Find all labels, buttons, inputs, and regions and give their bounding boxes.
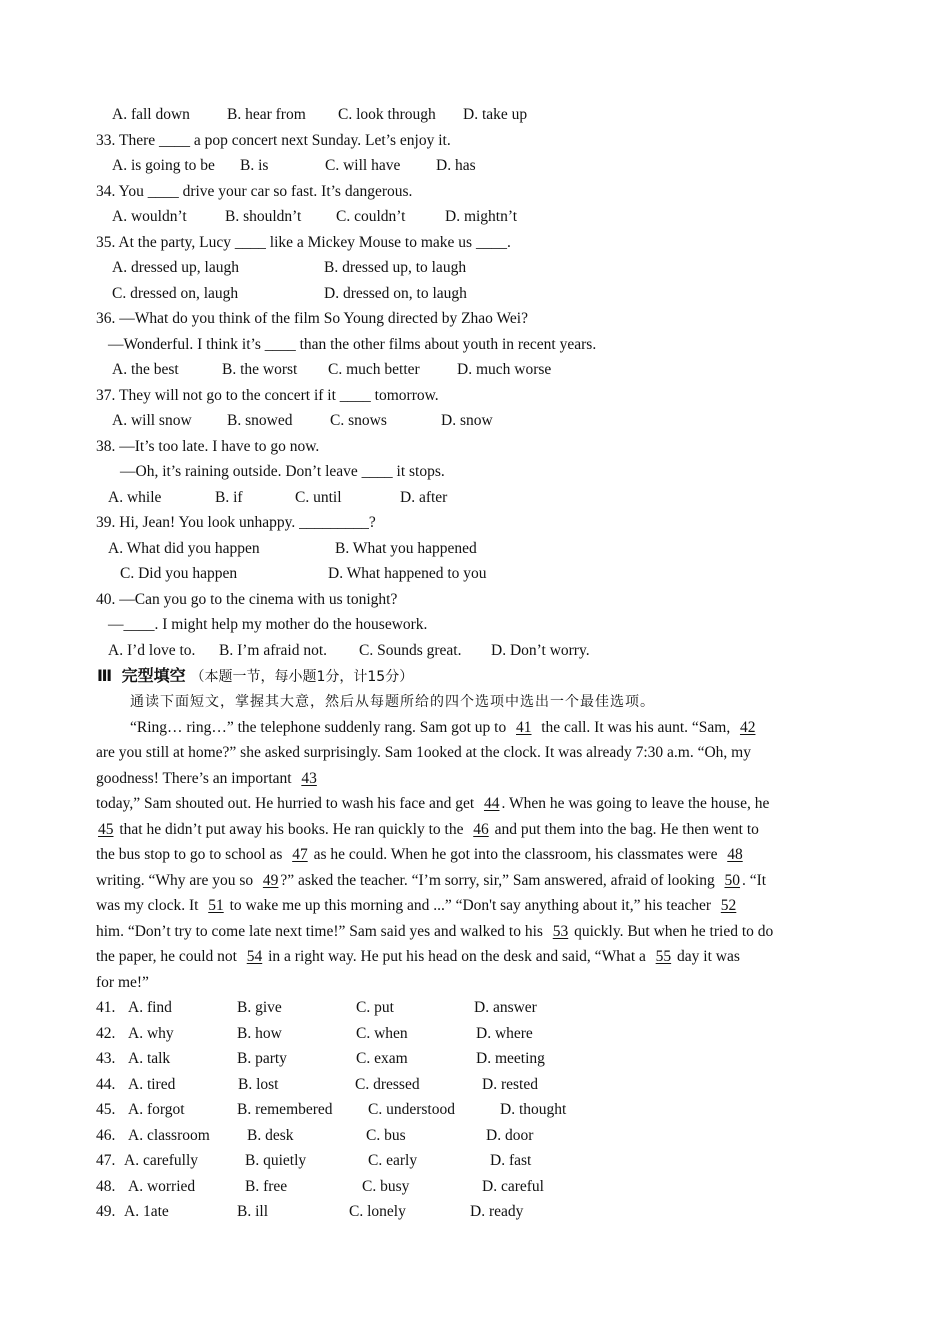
q35-option-a: A. dressed up, laugh: [112, 259, 239, 276]
cloze-option-b: B. give: [237, 999, 282, 1016]
q36-option-c: C. much better: [328, 361, 420, 378]
cloze-option-a: A. 1ate: [124, 1203, 169, 1220]
blank-55: 55: [655, 948, 672, 965]
cloze-question-number: 43.: [96, 1050, 116, 1067]
cloze-option-c: C. exam: [356, 1050, 408, 1067]
q34-option-a: A. wouldn’t: [112, 208, 187, 225]
cloze-question-number: 44.: [96, 1075, 116, 1093]
q35-stem: 35. At the party, Lucy ____ like a Mickey Mouse to make us ____.: [96, 234, 511, 251]
q33-option-c: C. will have: [325, 157, 401, 174]
passage-text: the call. It was his aunt. “Sam,: [541, 719, 731, 736]
passage-text: . When he was going to leave the house, he: [501, 795, 770, 812]
q37-option-b: B. snowed: [227, 412, 293, 429]
q39-option-b: B. What you happened: [335, 540, 477, 557]
passage-text: as he could. When he got into the classroom, his classmates were: [313, 846, 718, 863]
cloze-option-c: C. early: [368, 1152, 418, 1169]
q35-option-c: C. dressed on, laugh: [112, 285, 239, 302]
cloze-option-b: B. how: [237, 1024, 282, 1042]
cloze-option-c: C. lonely: [349, 1203, 406, 1220]
passage-line-6: [96, 845, 745, 865]
q40-option-c: C. Sounds great.: [359, 642, 462, 659]
q35-option-b: B. dressed up, to laugh: [324, 259, 467, 276]
cloze-question-number: 47.: [96, 1152, 116, 1169]
cloze-option-d: D. where: [476, 1024, 533, 1042]
q35-option-d: D. dressed on, to laugh: [324, 285, 467, 302]
passage-line-10: [96, 947, 740, 967]
passage-line-3: [96, 769, 319, 789]
passage-line-7: [96, 871, 766, 891]
q40-option-b: B. I’m afraid not.: [219, 642, 328, 659]
q39-stem: 39. Hi, Jean! You look unhappy. _________?: [96, 514, 376, 531]
cloze-option-d: D. answer: [474, 999, 537, 1016]
cloze-option-b: B. ill: [237, 1203, 269, 1220]
passage-text: . “It: [741, 872, 767, 889]
passage-text: in a right way. He put his head on the desk and said, “What a: [268, 948, 646, 965]
q38-stem-reply: —Oh, it’s raining outside. Don’t leave ____ it stops.: [120, 463, 445, 480]
section-3-numeral: Ⅲ: [97, 666, 113, 685]
q40-stem-reply: —____. I might help my mother do the housework.: [108, 616, 428, 633]
q38-option-d: D. after: [400, 489, 448, 506]
q36-option-d: D. much worse: [457, 361, 552, 378]
cloze-option-c: C. dressed: [355, 1075, 420, 1093]
passage-line-5: [96, 820, 759, 840]
passage-text: quickly. But when he tried to do: [574, 923, 774, 940]
q33-option-b: B. is: [240, 157, 269, 174]
q32-option-a: A. fall down: [112, 106, 190, 123]
q32-option-c: C. look through: [338, 106, 436, 123]
section-3-title: 完型填空: [121, 666, 186, 685]
q36-option-a: A. the best: [112, 361, 179, 378]
blank-43: 43: [301, 770, 317, 787]
cloze-question-number: 42.: [96, 1024, 116, 1042]
q39-option-c: C. Did you happen: [120, 565, 238, 582]
blank-52: 52: [720, 897, 737, 914]
blank-49: 49: [262, 872, 279, 889]
q34-stem: 34. You ____ drive your car so fast. It’s dangerous.: [96, 183, 413, 200]
cloze-option-a: A. worried: [128, 1177, 196, 1195]
blank-51: 51: [208, 897, 224, 914]
cloze-option-b: B. free: [245, 1177, 288, 1195]
cloze-option-d: D. ready: [470, 1203, 524, 1220]
passage-text: the paper, he could not: [96, 948, 237, 965]
cloze-option-a: A. talk: [128, 1050, 171, 1067]
cloze-option-c: C. when: [356, 1024, 408, 1042]
blank-44: 44: [483, 795, 500, 812]
blank-46: 46: [473, 821, 489, 838]
q32-option-b: B. hear from: [227, 106, 306, 123]
blank-54: 54: [246, 948, 263, 965]
q36-option-b: B. the worst: [222, 361, 298, 378]
blank-45: 45: [98, 821, 114, 838]
passage-text: the bus stop to go to school as: [96, 846, 283, 863]
passage-text: writing. “Why are you so: [96, 872, 254, 889]
passage-text: day it was: [677, 948, 740, 965]
passage-line-2: are you still at home?” she asked surprisingly. Sam 1ooked at the clock. It was already 7:30 a.m. “Oh, my: [96, 744, 751, 761]
section-3-note: （本题一节，每小题1分，计15分）: [190, 669, 414, 685]
passage-line-11: for me!”: [96, 974, 149, 991]
q40-option-d: D. Don’t worry.: [491, 642, 590, 659]
blank-50: 50: [724, 872, 740, 889]
cloze-option-b: B. lost: [238, 1075, 279, 1093]
passage-text: and put them into the bag. He then went to: [494, 821, 759, 838]
passage-line-9: [96, 922, 773, 942]
passage-text: “Ring… ring…” the telephone suddenly rang. Sam got up to: [130, 719, 507, 736]
q37-stem: 37. They will not go to the concert if it ____ tomorrow.: [96, 387, 439, 404]
cloze-option-d: D. rested: [482, 1075, 538, 1093]
cloze-option-b: B. remembered: [237, 1101, 333, 1118]
cloze-option-c: C. busy: [362, 1177, 410, 1195]
q36-stem-reply: —Wonderful. I think it’s ____ than the other films about youth in recent years.: [108, 336, 597, 353]
q33-option-a: A. is going to be: [112, 157, 215, 174]
cloze-option-b: B. quietly: [245, 1152, 307, 1169]
cloze-option-d: D. door: [486, 1126, 534, 1144]
cloze-option-c: C. put: [356, 999, 394, 1016]
passage-text: that he didn’t put away his books. He ran quickly to the: [119, 821, 464, 838]
q40-stem: 40. —Can you go to the cinema with us tonight?: [96, 591, 398, 608]
q37-option-c: C. snows: [330, 412, 387, 429]
cloze-option-b: B. desk: [247, 1126, 294, 1144]
q38-option-b: B. if: [215, 489, 243, 506]
q33-option-d: D. has: [436, 157, 476, 174]
q40-option-a: A. I’d love to.: [108, 642, 196, 659]
cloze-option-a: A. carefully: [124, 1152, 199, 1169]
passage-line-8: [96, 896, 738, 916]
cloze-option-c: C. understood: [368, 1101, 455, 1118]
q37-option-d: D. snow: [441, 412, 493, 429]
passage-text: today,” Sam shouted out. He hurried to wash his face and get: [96, 795, 475, 812]
q38-option-a: A. while: [108, 489, 162, 506]
blank-47: 47: [292, 846, 308, 863]
cloze-option-d: D. meeting: [476, 1050, 545, 1067]
q34-option-c: C. couldn’t: [336, 208, 406, 225]
passage-text: ?” asked the teacher. “I’m sorry, sir,” Sam answered, afraid of looking: [280, 872, 715, 889]
cloze-question-number: 46.: [96, 1126, 116, 1144]
cloze-option-d: D. fast: [490, 1152, 532, 1169]
passage-text: was my clock. It: [96, 897, 199, 914]
q39-option-d: D. What happened to you: [328, 565, 487, 582]
blank-42: 42: [739, 719, 756, 736]
cloze-option-a: A. why: [128, 1024, 174, 1042]
cloze-option-a: A. forgot: [128, 1101, 185, 1118]
passage-text: to wake me up this morning and ...” “Don't say anything about it,” his teacher: [229, 897, 712, 914]
passage-text: goodness! There’s an important: [96, 770, 292, 787]
q34-option-b: B. shouldn’t: [225, 208, 302, 225]
q34-option-d: D. mightn’t: [445, 208, 518, 225]
q32-option-d: D. take up: [463, 106, 528, 123]
cloze-option-a: A. find: [128, 999, 172, 1016]
q33-stem: 33. There ____ a pop concert next Sunday. Let’s enjoy it.: [96, 132, 451, 149]
passage-text: him. “Don’t try to come late next time!” Sam said yes and walked to his: [96, 923, 543, 940]
cloze-option-a: A. classroom: [128, 1126, 210, 1144]
section-3-heading: [97, 666, 413, 687]
q37-option-a: A. will snow: [112, 412, 192, 429]
blank-53: 53: [552, 923, 569, 940]
q39-option-a: A. What did you happen: [108, 540, 260, 557]
passage-line-4: [96, 794, 769, 814]
q36-stem: 36. —What do you think of the film So Young directed by Zhao Wei?: [96, 310, 528, 327]
cloze-question-number: 48.: [96, 1177, 116, 1195]
cloze-question-number: 45.: [96, 1101, 116, 1118]
cloze-option-c: C. bus: [366, 1126, 406, 1144]
cloze-option-b: B. party: [237, 1050, 287, 1067]
q38-stem: 38. —It’s too late. I have to go now.: [96, 438, 320, 455]
passage-line-1: [130, 718, 757, 738]
cloze-question-number: 41.: [96, 999, 116, 1016]
cloze-question-number: 49.: [96, 1203, 116, 1220]
cloze-option-d: D. thought: [500, 1101, 567, 1118]
cloze-option-a: A. tired: [128, 1075, 176, 1093]
section-3-instruction: 通读下面短文，掌握其大意，然后从每题所给的四个选项中选出一个最佳选项。: [130, 694, 655, 710]
blank-48: 48: [727, 846, 743, 863]
q38-option-c: C. until: [295, 489, 342, 506]
cloze-option-d: D. careful: [482, 1177, 544, 1195]
blank-41: 41: [516, 719, 532, 736]
